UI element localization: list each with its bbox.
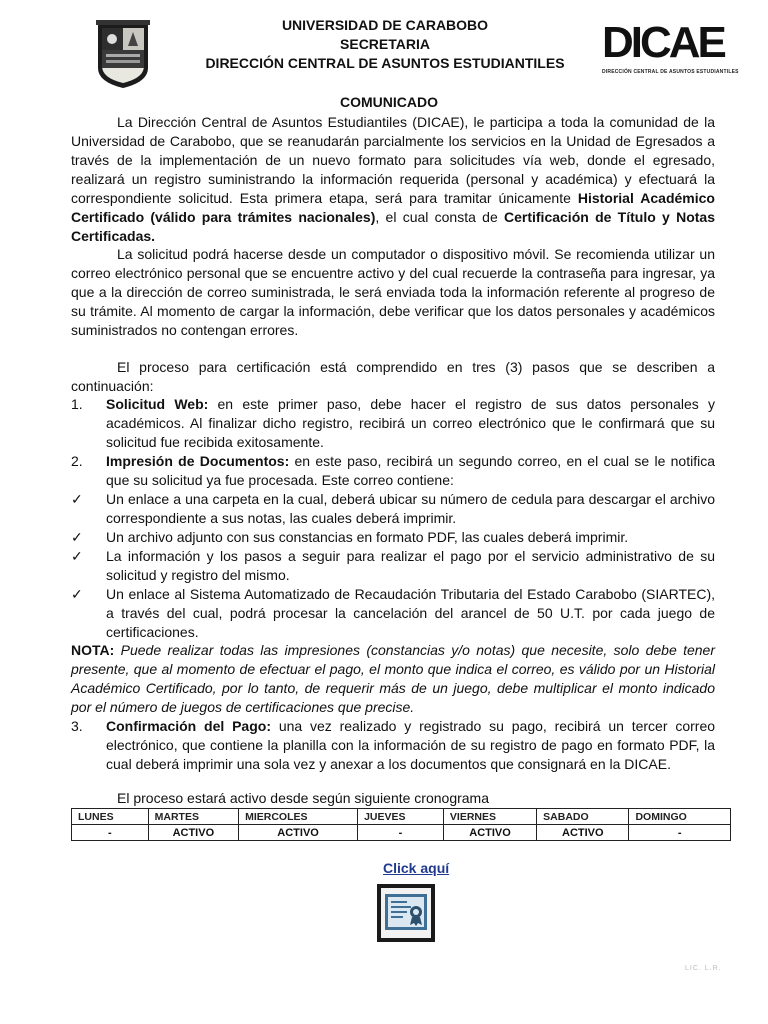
- day-header: LUNES: [72, 809, 149, 825]
- step-2-text: en este paso, recibirá un segundo correo, en el cual se le notifica que su solicitud ya fue procesada. Este correo contiene:: [106, 453, 715, 488]
- intro-text: La Dirección Central de Asuntos Estudiantiles (DICAE), le participa a toda la comunidad de la Universidad de Carabobo, que se reanudarán parcialmente los servicios en la Unidad de Egresados a través de la implementación de un nuevo formato para solicitudes vía web, donde el egresado, realizará un registro suministrando la información requerida (personal y académica) y efectuará la correspondiente solicitud. Esta primera etapa, será para tramitar únicamente: [71, 114, 715, 206]
- day-status: -: [358, 825, 444, 841]
- step-2-label: Impresión de Documentos:: [106, 453, 290, 469]
- schedule-header-row: [72, 809, 731, 825]
- day-status: -: [72, 825, 149, 841]
- day-header: VIERNES: [443, 809, 536, 825]
- check-icon: ✓: [71, 491, 83, 507]
- header-secretaria: SECRETARIA: [340, 36, 430, 52]
- intro-bold-certificacion: Certificación de Título y Notas Certificadas.: [71, 209, 715, 244]
- step-number-2: 2.: [71, 453, 83, 469]
- checklist-item-3: La información y los pasos a seguir para realizar el pago por el servicio administrativo de su solicitud y registro del mismo.: [106, 548, 715, 583]
- header-direccion: DIRECCIÓN CENTRAL DE ASUNTOS ESTUDIANTILES: [205, 55, 565, 71]
- day-status: -: [629, 825, 731, 841]
- check-icon: ✓: [71, 529, 83, 545]
- schedule-status-row: [72, 825, 731, 841]
- day-status: ACTIVO: [443, 825, 536, 841]
- footer-mark: LIC. L.R.: [685, 965, 722, 972]
- day-status: ACTIVO: [148, 825, 238, 841]
- intro-paragraph: [71, 113, 715, 246]
- intro-bold-historial: Historial Académico Certificado (válido para trámites nacionales): [71, 190, 715, 225]
- step-3: [106, 717, 715, 774]
- schedule-intro: El proceso estará activo desde según siguiente cronograma: [117, 790, 489, 806]
- step-number-1: 1.: [71, 396, 83, 412]
- document-title: COMUNICADO: [340, 94, 438, 110]
- request-paragraph: La solicitud podrá hacerse desde un computador o dispositivo móvil. Se recomienda utilizar un correo electrónico personal que se encuentre activo y del cual recuerde la contraseña para ingresar, ya que a la dirección de correo suministrada, le será enviada toda la información referente al progreso de su trámite. Al momento de cargar la información, debe verificar que los datos personales y académicos suministrados no contengan errores.: [71, 246, 715, 338]
- checklist-item-4: Un enlace al Sistema Automatizado de Recaudación Tributaria del Estado Carabobo (SIARTEC), a través del cual, podrá procesar la cancelación del arancel de 50 U.T. por cada juego de certificaciones.: [106, 586, 715, 640]
- steps-intro: El proceso para certificación está comprendido en tres (3) pasos que se describen a continuación:: [71, 359, 715, 394]
- day-status: ACTIVO: [537, 825, 629, 841]
- schedule-table: [71, 808, 731, 841]
- day-header: MARTES: [148, 809, 238, 825]
- intro-text-2: , el cual consta de: [375, 209, 504, 225]
- check-icon: ✓: [71, 586, 83, 602]
- day-header: SABADO: [537, 809, 629, 825]
- step-1-text: en este primer paso, debe hacer el registro de sus datos personales y académicos. Al finalizar dicho registro, recibirá un correo electrónico que le confirmará que su solicitud fue recibida exitosamente.: [106, 396, 715, 450]
- dicae-logo-wordmark: DICAE: [602, 18, 724, 67]
- step-number-3: 3.: [71, 718, 83, 734]
- nota-text: Puede realizar todas las impresiones (constancias y/o notas) que necesite, solo debe tener presente, que al momento de efectuar el pago, el monto que indica el correo, es válido por un Historial Académico Certificado, por lo tanto, de requerir más de un juego, debe multiplicar el monto indicado por el número de juegos de certificaciones que precise.: [71, 642, 715, 715]
- checklist-item-1: Un enlace a una carpeta en la cual, deberá ubicar su número de cedula para descargar el archivo correspondiente a sus notas, las cuales deberá imprimir.: [106, 491, 715, 526]
- step-1: [106, 395, 715, 452]
- step-3-label: Confirmación del Pago:: [106, 718, 271, 734]
- certificate-icon[interactable]: [377, 884, 435, 942]
- nota-paragraph: [71, 641, 715, 717]
- nota-label: NOTA:: [71, 642, 115, 658]
- header-university: UNIVERSIDAD DE CARABOBO: [281, 17, 489, 33]
- day-header: DOMINGO: [629, 809, 731, 825]
- step-3-text: una vez realizado y registrado su pago, recibirá un tercer correo electrónico, que contiene la planilla con la información de su registro de pago en formato PDF, la cual deberá imprimir una sola vez y anexar a los documentos que consignará en la DICAE.: [106, 718, 716, 772]
- day-header: JUEVES: [358, 809, 444, 825]
- checklist-item-2: Un archivo adjunto con sus constancias en formato PDF, las cuales deberá imprimir.: [106, 529, 629, 545]
- dicae-logo-caption: DIRECCIÓN CENTRAL DE ASUNTOS ESTUDIANTILES: [602, 69, 739, 75]
- step-2: [106, 452, 715, 490]
- check-icon: ✓: [71, 548, 83, 564]
- university-crest-logo: [96, 20, 150, 90]
- click-here-link[interactable]: Click aquí: [383, 860, 450, 876]
- day-status: ACTIVO: [239, 825, 358, 841]
- day-header: MIERCOLES: [239, 809, 358, 825]
- step-1-label: Solicitud Web:: [106, 396, 209, 412]
